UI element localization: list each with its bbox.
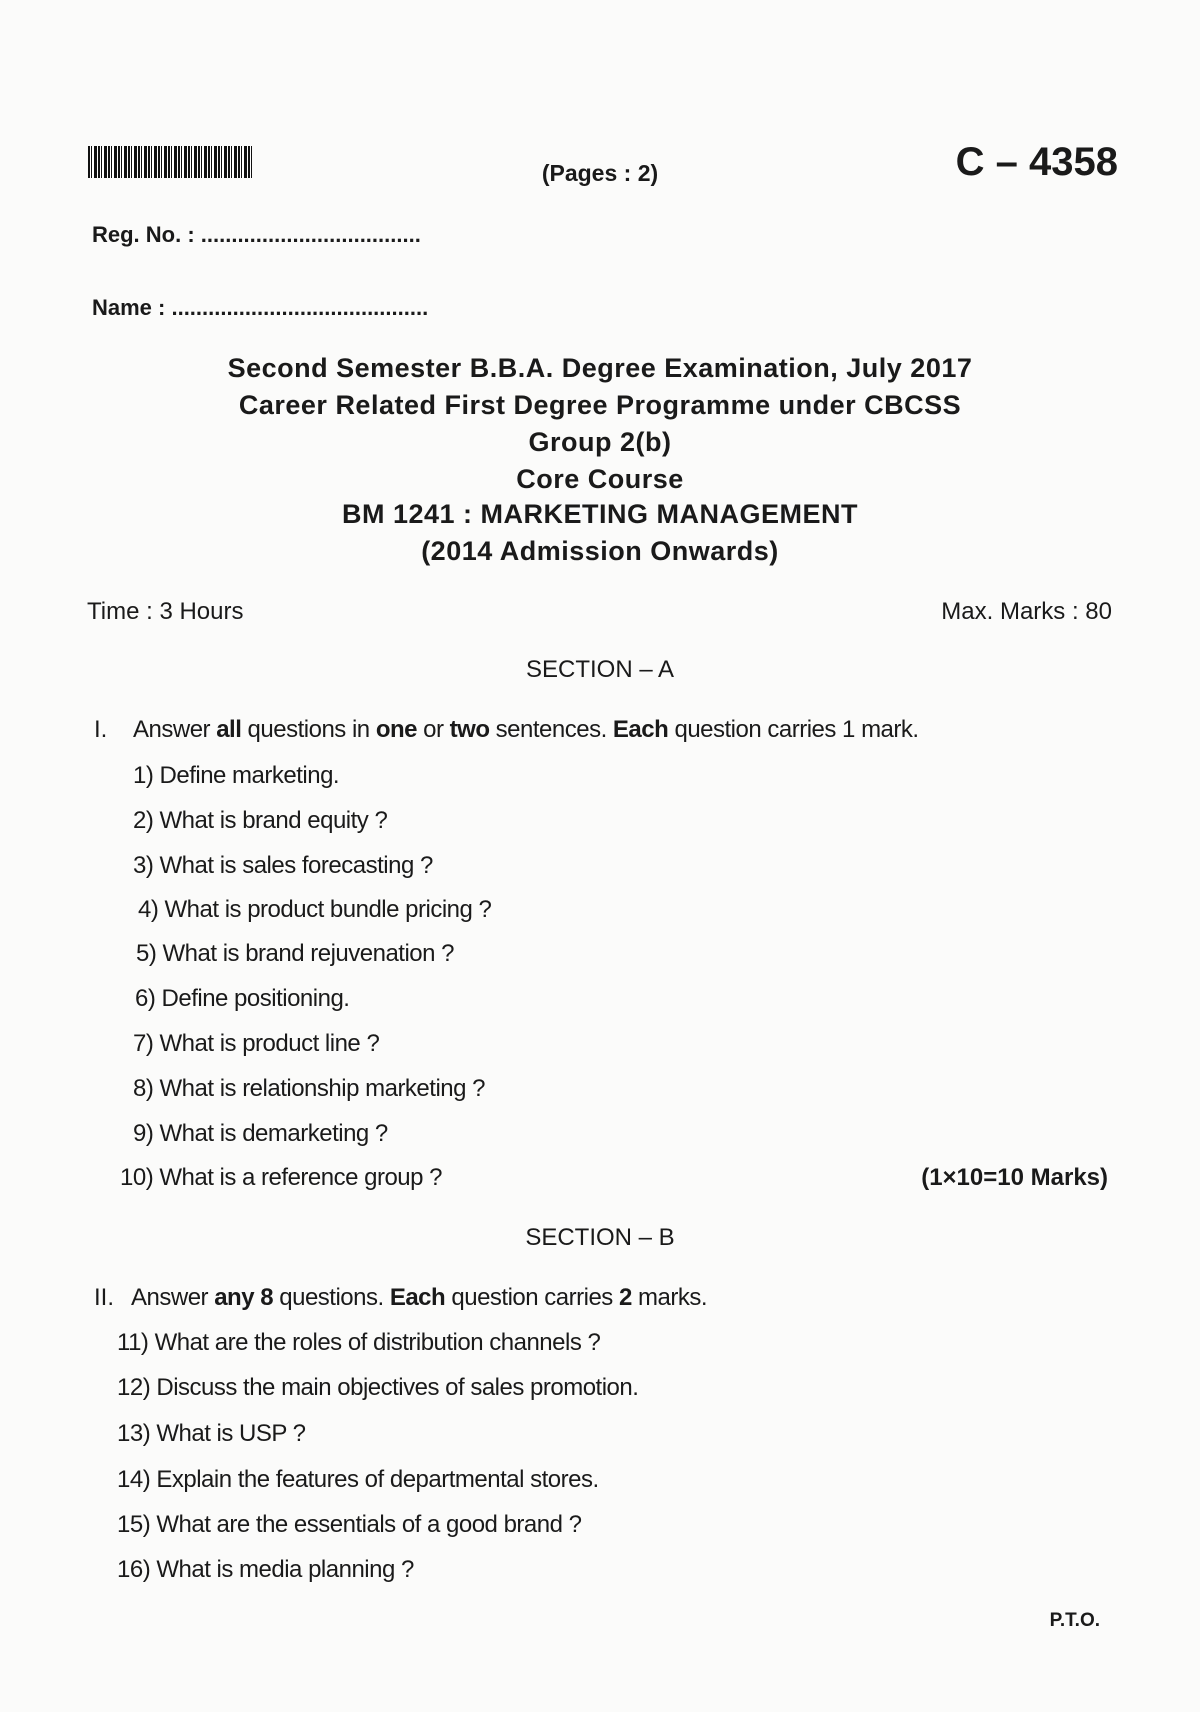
title-line: Career Related First Degree Programme under CBCSS: [238, 390, 962, 420]
section-b-heading: SECTION – B: [525, 1224, 675, 1251]
title-line: Group 2(b): [528, 427, 672, 457]
question: 10) What is a reference group ?: [120, 1164, 443, 1191]
question: 16) What is media planning ?: [117, 1556, 414, 1583]
reg-no-field: Reg. No. : ....................................: [92, 222, 421, 247]
question: 2) What is brand equity ?: [133, 807, 388, 834]
question: 11) What are the roles of distribution channels ?: [117, 1329, 601, 1356]
name-field: Name : ..........................................: [92, 295, 429, 320]
paper-code: C – 4358: [955, 140, 1118, 184]
section-b-number: II.: [94, 1284, 115, 1311]
section-a-marks: (1×10=10 Marks): [921, 1164, 1108, 1191]
question: 6) Define positioning.: [135, 985, 350, 1012]
question: 4) What is product bundle pricing ?: [138, 896, 492, 923]
question: 8) What is relationship marketing ?: [133, 1075, 485, 1102]
question: 12) Discuss the main objectives of sales promotion.: [117, 1374, 639, 1401]
time: Time : 3 Hours: [87, 598, 244, 625]
question: 15) What are the essentials of a good brand ?: [117, 1511, 582, 1538]
question: 14) Explain the features of departmental stores.: [117, 1466, 599, 1493]
title-line: (2014 Admission Onwards): [421, 536, 779, 566]
question: 1) Define marketing.: [133, 762, 340, 789]
question: 3) What is sales forecasting ?: [133, 852, 433, 879]
section-a-instructions: Answer all questions in one or two sentences. Each question carries 1 mark.: [133, 716, 919, 743]
section-b-instructions: Answer any 8 questions. Each question carries 2 marks.: [131, 1284, 707, 1311]
question: 9) What is demarketing ?: [133, 1120, 388, 1147]
section-a-heading: SECTION – A: [525, 656, 675, 683]
title-line: BM 1241 : MARKETING MANAGEMENT: [341, 499, 859, 529]
section-a-number: I.: [94, 716, 108, 743]
max-marks: Max. Marks : 80: [941, 598, 1112, 625]
question: 7) What is product line ?: [133, 1030, 380, 1057]
title-line: Core Course: [516, 464, 684, 494]
page-count: (Pages : 2): [541, 160, 659, 186]
question: 5) What is brand rejuvenation ?: [136, 940, 455, 967]
question: 13) What is USP ?: [117, 1420, 306, 1447]
pto-note: P.T.O.: [1049, 1610, 1100, 1631]
title-line: Second Semester B.B.A. Degree Examination, July 2017: [227, 353, 973, 383]
